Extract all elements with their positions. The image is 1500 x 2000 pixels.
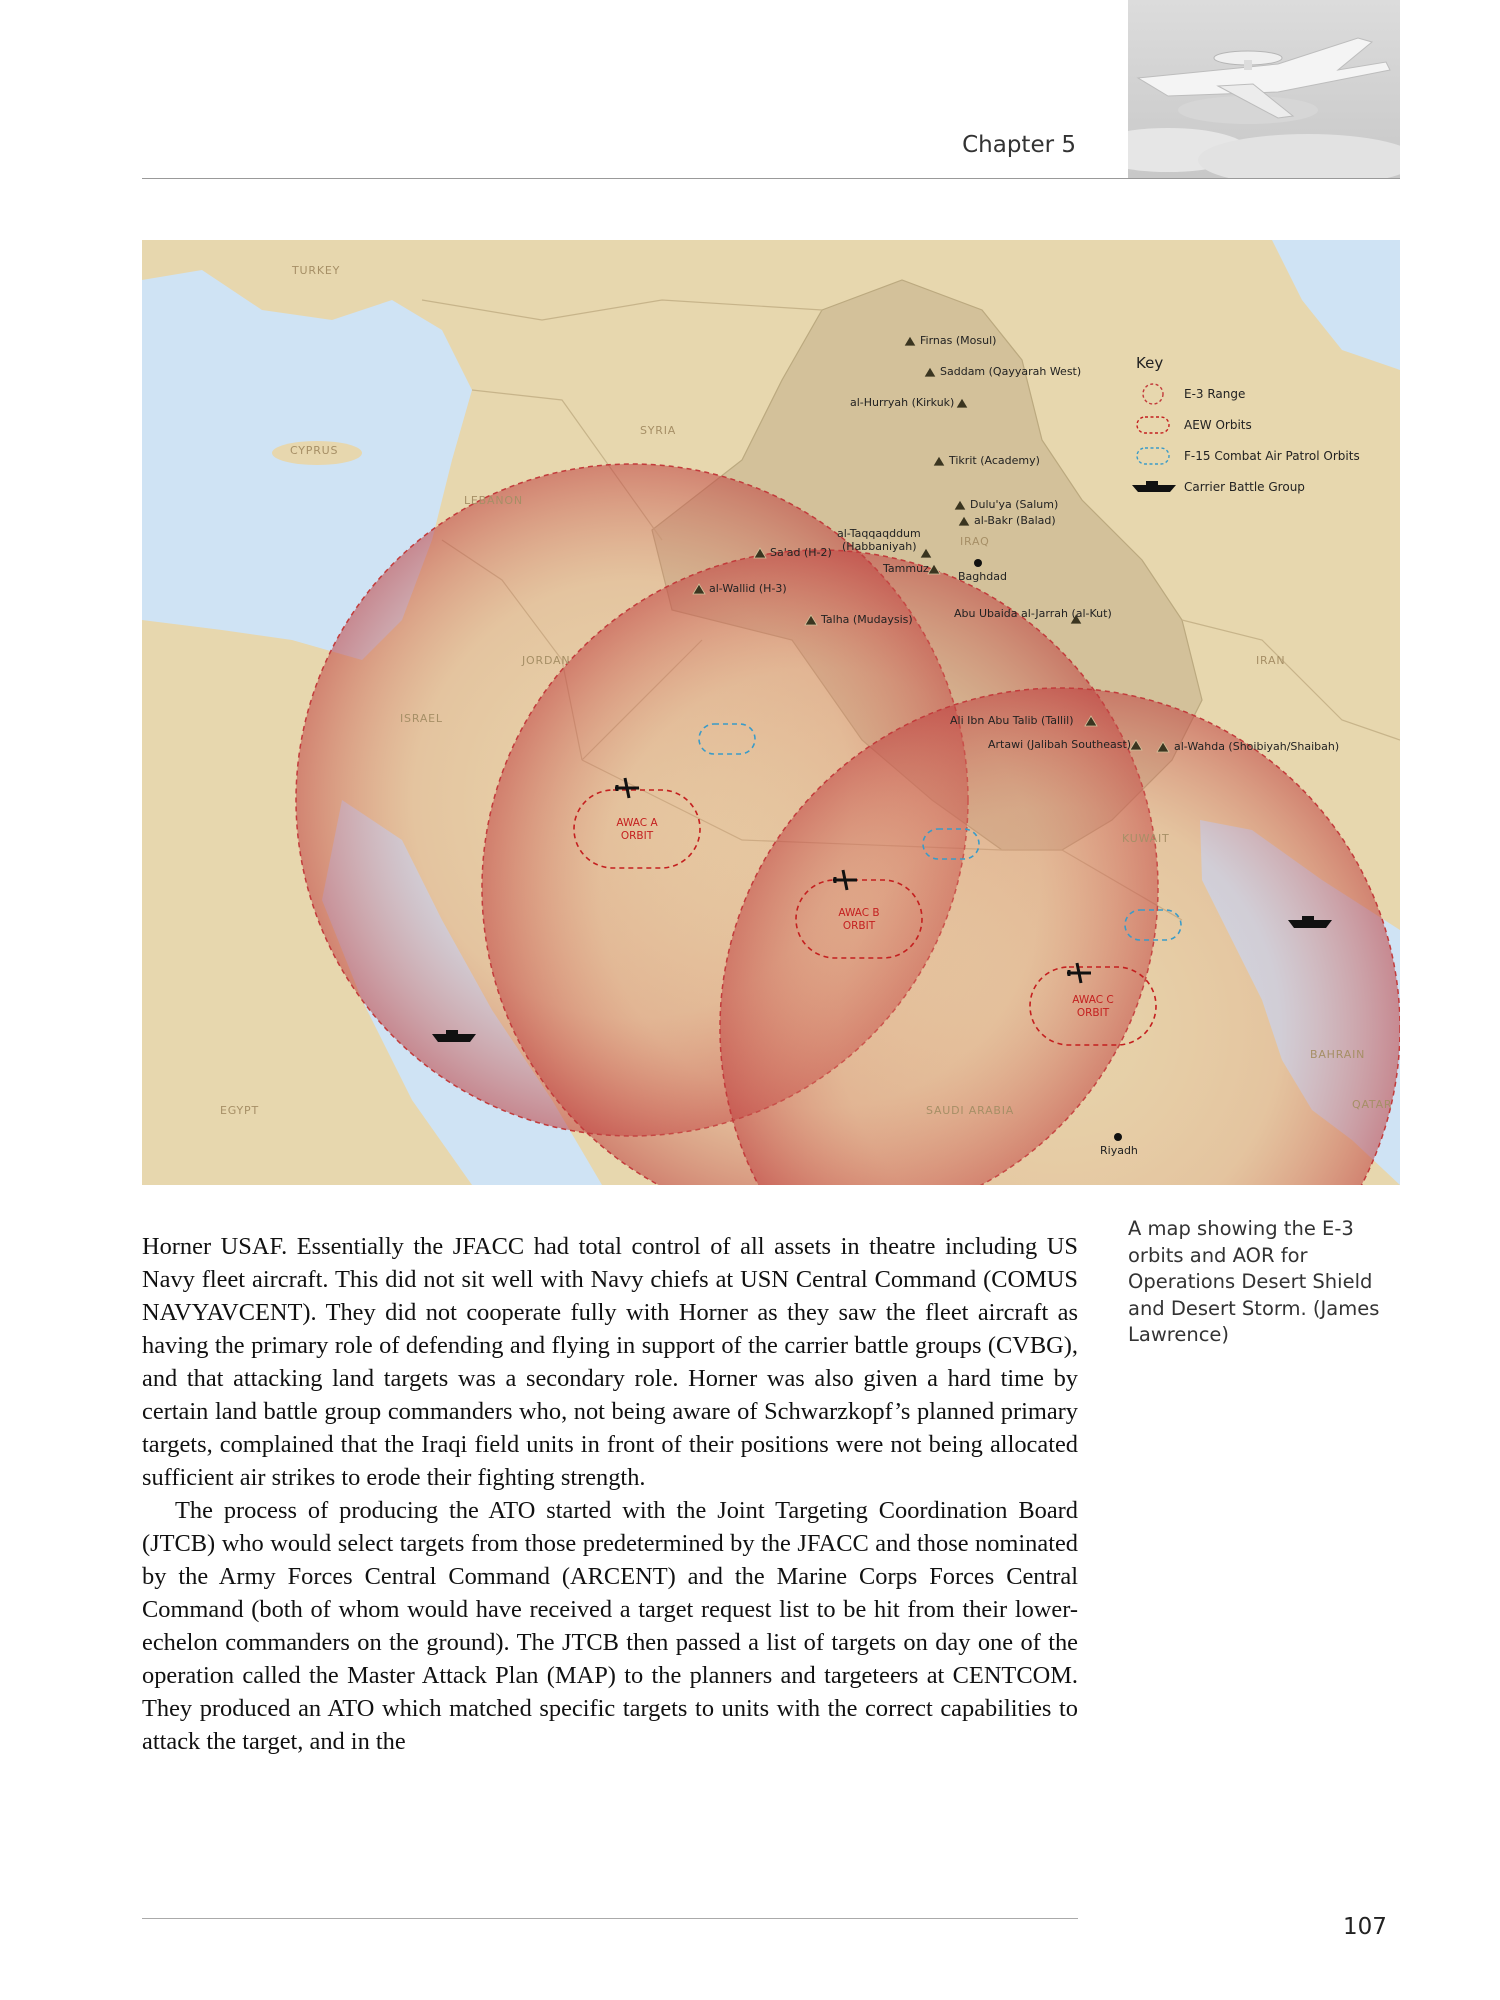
airbase-label: Ali Ibn Abu Talib (Tallil) (950, 714, 1074, 727)
airbase-label: Tikrit (Academy) (949, 454, 1040, 467)
airbase-label: al-Wallid (H-3) (709, 582, 787, 595)
airbase-label: Tammuz (883, 562, 929, 575)
country-label-egypt: EGYPT (220, 1104, 259, 1117)
orbit-label-a: ORBIT (620, 830, 654, 842)
country-label-lebanon: LEBANON (464, 494, 523, 507)
country-label-bahrain: BAHRAIN (1310, 1048, 1366, 1061)
footer-rule (142, 1918, 1078, 1919)
page-number: 107 (1343, 1914, 1387, 1940)
baghdad-marker (974, 559, 982, 567)
airbase-label: Dulu'ya (Salum) (970, 498, 1059, 511)
key-item-label: E-3 Range (1184, 387, 1246, 401)
paragraph: The process of producing the ATO started with the Joint Targeting Coordination Board (JTCB) who would select targets from those predetermined by the JFACC and those nominated by the Army Forces Central Command (ARCENT) and the Marine Corps Forces Central Command (both of whom would have received a target request list to be hit from their lower-echelon commanders on the ground). The JTCB then passed a list of targets on day one of the operation called the Master Attack Plan (MAP) to the planners and targeteers at CENTCOM. They produced an ATO which matched specific targets to units with the correct capabilities to attack the target, and in the (142, 1497, 1078, 1755)
airbase-label: Artawi (Jalibah Southeast) (988, 738, 1132, 751)
country-label-kuwait: KUWAIT (1122, 832, 1170, 845)
e3-aircraft-photo (1128, 0, 1400, 178)
country-label-qatar: QATAR (1352, 1098, 1393, 1111)
header-rule (142, 178, 1400, 179)
riyadh-marker (1114, 1133, 1122, 1141)
chapter-heading: Chapter 5 (962, 132, 1076, 158)
country-label-jordan: JORDAN (522, 654, 571, 667)
orbit-label-b: AWAC B (838, 907, 880, 919)
airbase-label: Talha (Mudaysis) (821, 613, 913, 626)
airbase-label: al-Bakr (Balad) (974, 514, 1056, 527)
orbit-label-a: AWAC A (616, 817, 658, 829)
key-title: Key (1136, 354, 1164, 372)
orbit-label-c: ORBIT (1076, 1007, 1110, 1019)
body-text (142, 1230, 1078, 1758)
airbase-label: al-Taqqaqddum (837, 527, 921, 540)
country-label-cyprus: CYPRUS (290, 444, 339, 457)
e3-orbit-map (142, 240, 1400, 1185)
airbase-label: (Habbaniyah) (842, 540, 917, 553)
map-caption: A map showing the E-3 orbits and AOR for Operations Desert Shield and Desert Storm. (James Lawrence) (1128, 1217, 1380, 1346)
country-label-iran: IRAN (1256, 654, 1286, 667)
country-label-syria: SYRIA (640, 424, 677, 437)
airbase-label: Abu Ubaida al-Jarrah (al-Kut) (954, 607, 1112, 620)
key-item-label: AEW Orbits (1184, 418, 1252, 432)
airbase-label: al-Wahda (Shoibiyah/Shaibah) (1174, 740, 1340, 753)
orbit-label-c: AWAC C (1072, 994, 1114, 1006)
paragraph: Horner USAF. Essentially the JFACC had total control of all assets in theatre including US Navy fleet aircraft. This did not sit well with Navy chiefs at USN Central Command (COMUS NAVYAVCENT). They did not cooperate fully with Horner as they saw the fleet aircraft as having the primary role of defending and flying in support of the carrier battle groups (CVBG), and that attacking land targets was a secondary role. Horner was also given a hard time by certain land battle group commanders who, not being aware of Schwarzkopf’s planned primary targets, complained that the Iraqi field units in front of their positions were not being allocated sufficient air strikes to erode their fighting strength. (142, 1233, 1078, 1491)
country-label-israel: ISRAEL (400, 712, 443, 725)
key-item-label: Carrier Battle Group (1184, 480, 1305, 494)
orbit-label-b: ORBIT (842, 920, 876, 932)
country-label-turkey: TURKEY (292, 264, 341, 277)
airbase-label: al-Hurryah (Kirkuk) (850, 396, 955, 409)
city-label-baghdad: Baghdad (958, 570, 1007, 583)
airbase-label: Saddam (Qayyarah West) (940, 365, 1082, 378)
city-label-riyadh: Riyadh (1100, 1144, 1138, 1157)
airbase-label: Sa'ad (H-2) (770, 546, 832, 559)
country-label-saudi-arabia: SAUDI ARABIA (926, 1104, 1015, 1117)
key-item-label: F-15 Combat Air Patrol Orbits (1184, 449, 1360, 463)
airbase-label: Firnas (Mosul) (920, 334, 997, 347)
country-label-iraq: IRAQ (960, 535, 990, 548)
